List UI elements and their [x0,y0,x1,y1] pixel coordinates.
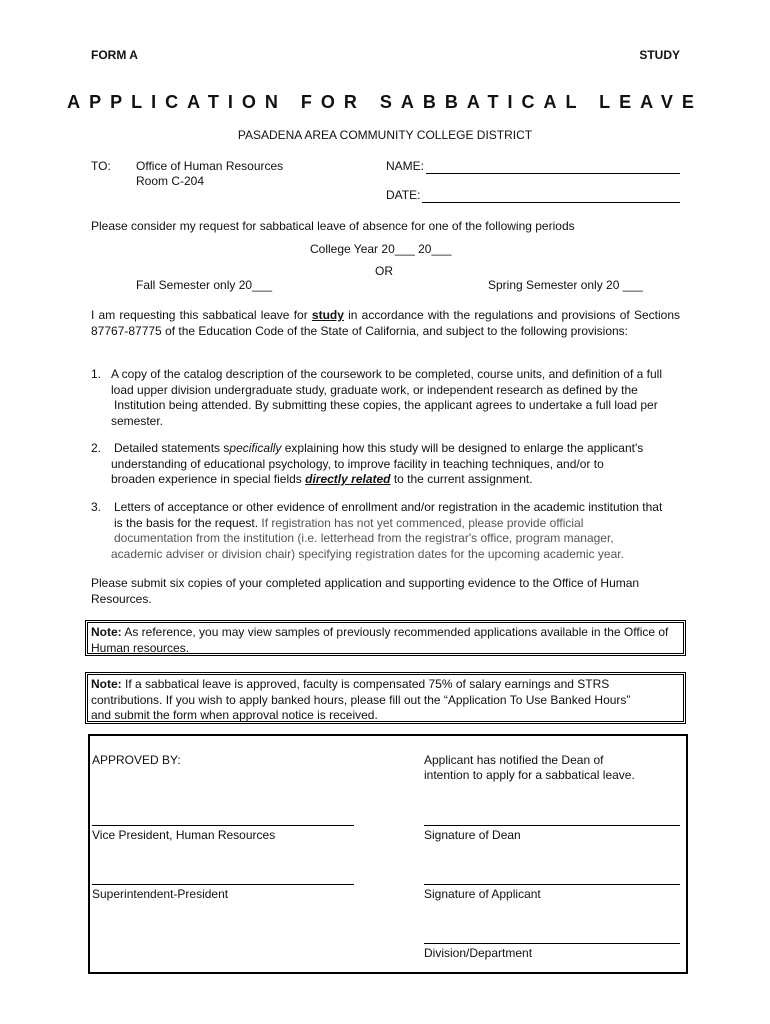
study-emphasis: study [311,308,344,322]
spring-semester: Spring Semester only 20 ___ [488,278,643,292]
superintendent-signature-line[interactable] [92,884,354,885]
name-field[interactable] [426,173,680,174]
district-name: PASADENA AREA COMMUNITY COLLEGE DISTRICT [237,128,533,142]
division-label: Division/Department [424,946,533,960]
date-field[interactable] [422,202,680,203]
vp-label: Vice President, Human Resources [92,828,276,842]
request-text: Please consider my request for sabbatical leave of absence for one of the following periods [91,219,575,233]
dean-notified-line2: intention to apply for a sabbatical leave. [424,768,635,782]
dean-notified-line1: Applicant has notified the Dean of [424,753,604,767]
dean-signature-line[interactable] [424,825,680,826]
vp-signature-line[interactable] [92,825,354,826]
fall-semester: Fall Semester only 20___ [136,278,273,292]
superintendent-label: Superintendent-President [92,887,229,901]
dean-label: Signature of Dean [424,828,521,842]
intro-paragraph: I am requesting this sabbatical leave for study in accordance with the regulations and provisions of Sections 87767-87775 of the Education Code of the State of California, and subject to the following provisions: [91,308,680,338]
provision-2: 2. Detailed statements specifically explaining how this study will be designed to enlarge the applicant's understanding of educational psychology, to improve facility in teaching techniques, and/or to broaden experience in special fields directly related to the current assignment. [91,441,644,486]
date-label: DATE: [386,188,421,202]
note-reference: Note: As reference, you may view samples of previously recommended applications available in the Office of Human resources. [85,620,686,656]
form-label: FORM A [91,48,138,62]
to-label: TO: [91,159,111,173]
submit-paragraph: Please submit six copies of your completed application and supporting evidence to the Office of Human Resources. [91,576,640,606]
directly-related-emphasis: directly related [305,472,391,486]
approved-by-label: APPROVED BY: [92,753,181,767]
to-line2: Room C-204 [136,174,205,188]
provision-1: 1. A copy of the catalog description of the coursework to be completed, course units, and definition of a full load upper division undergraduate study, graduate work, or independent research as defined by the Institution being attended. By submitting these copies, the applicant agrees to undertake a full load per semester. [91,367,662,428]
applicant-signature-line[interactable] [424,884,680,885]
provision-3: 3. Letters of acceptance or other evidence of enrollment and/or registration in the academic institution that is the basis for the request. If registration has not yet commenced, please provide official documentation from the institution (i.e. letterhead from the registrar's office, program manager, academic adviser or division chair) specifying registration dates for the upcoming academic year. [91,500,663,561]
or-text: OR [375,264,393,278]
page-title: APPLICATION FOR SABBATICAL LEAVE [67,92,703,112]
applicant-label: Signature of Applicant [424,887,541,901]
note-compensation: Note: If a sabbatical leave is approved, faculty is compensated 75% of salary earnings and STRS contributions. If you wish to apply banked hours, please fill out the “Application To Use Banked Hours” and submit the form when approval notice is received. [85,672,686,724]
form-type: STUDY [639,48,680,62]
division-line[interactable] [424,943,680,944]
college-year: College Year 20___ 20___ [310,242,452,256]
name-label: NAME: [386,159,425,173]
to-line1: Office of Human Resources [136,159,284,173]
